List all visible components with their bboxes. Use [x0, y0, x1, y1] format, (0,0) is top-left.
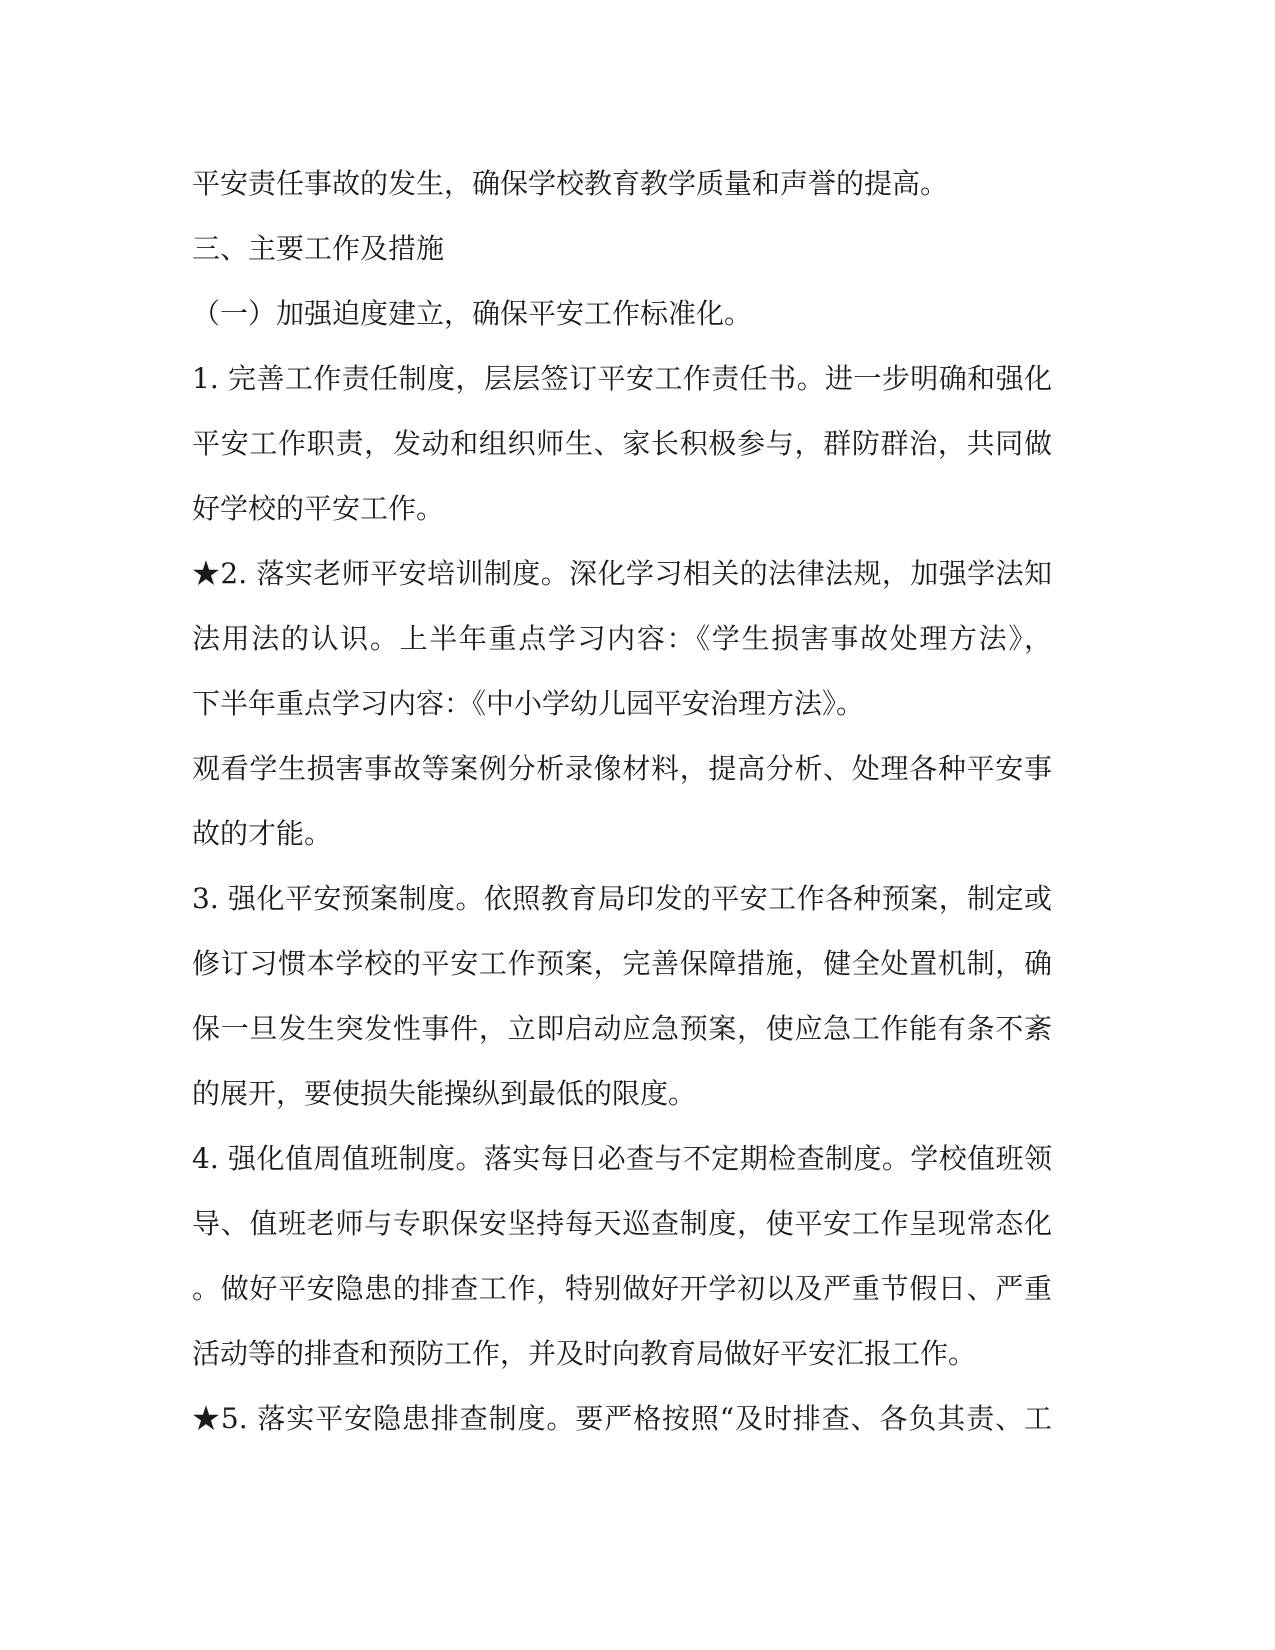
text-line: 导、值班老师与专职保安坚持每天巡查制度，使平安工作呈现常态化: [192, 1207, 1052, 1240]
text-line: 修订习惯本学校的平安工作预案，完善保障措施，健全处置机制，确: [192, 947, 1052, 980]
section-heading: 三、主要工作及措施: [192, 232, 445, 265]
text-line: 平安责任事故的发生，确保学校教育教学质量和声誉的提高。: [192, 167, 949, 200]
text-line: 观看学生损害事故等案例分析录像材料，提高分析、处理各种平安事: [192, 752, 1052, 785]
text-line: 3. 强化平安预案制度。依照教育局印发的平安工作各种预案，制定或: [192, 882, 1052, 915]
text-line: 法用法的认识。上半年重点学习内容：《学生损害事故处理方法》，: [192, 622, 1052, 655]
text-line: ★2. 落实老师平安培训制度。深化学习相关的法律法规，加强学法知: [192, 557, 1052, 590]
text-line: 故的才能。: [192, 817, 333, 850]
text-line: 活动等的排查和预防工作，并及时向教育局做好平安汇报工作。: [192, 1337, 977, 1370]
text-line: 下半年重点学习内容：《中小学幼儿园平安治理方法》。: [192, 687, 865, 720]
subsection-heading: （一）加强迫度建立，确保平安工作标准化。: [192, 297, 753, 330]
text-line: 的展开，要使损失能操纵到最低的限度。: [192, 1077, 697, 1110]
text-line: ★5. 落实平安隐患排查制度。要严格按照“及时排查、各负其责、工: [192, 1402, 1052, 1435]
text-line: 好学校的平安工作。: [192, 492, 445, 525]
text-line: 。做好平安隐患的排查工作，特别做好开学初以及严重节假日、严重: [192, 1272, 1052, 1305]
document-body: [192, 151, 1052, 1451]
text-line: 1. 完善工作责任制度，层层签订平安工作责任书。进一步明确和强化: [192, 362, 1052, 395]
text-line: 平安工作职责，发动和组织师生、家长积极参与，群防群治，共同做: [192, 427, 1052, 460]
text-line: 保一旦发生突发性事件，立即启动应急预案，使应急工作能有条不紊: [192, 1012, 1052, 1045]
text-line: 4. 强化值周值班制度。落实每日必查与不定期检查制度。学校值班领: [192, 1142, 1052, 1175]
